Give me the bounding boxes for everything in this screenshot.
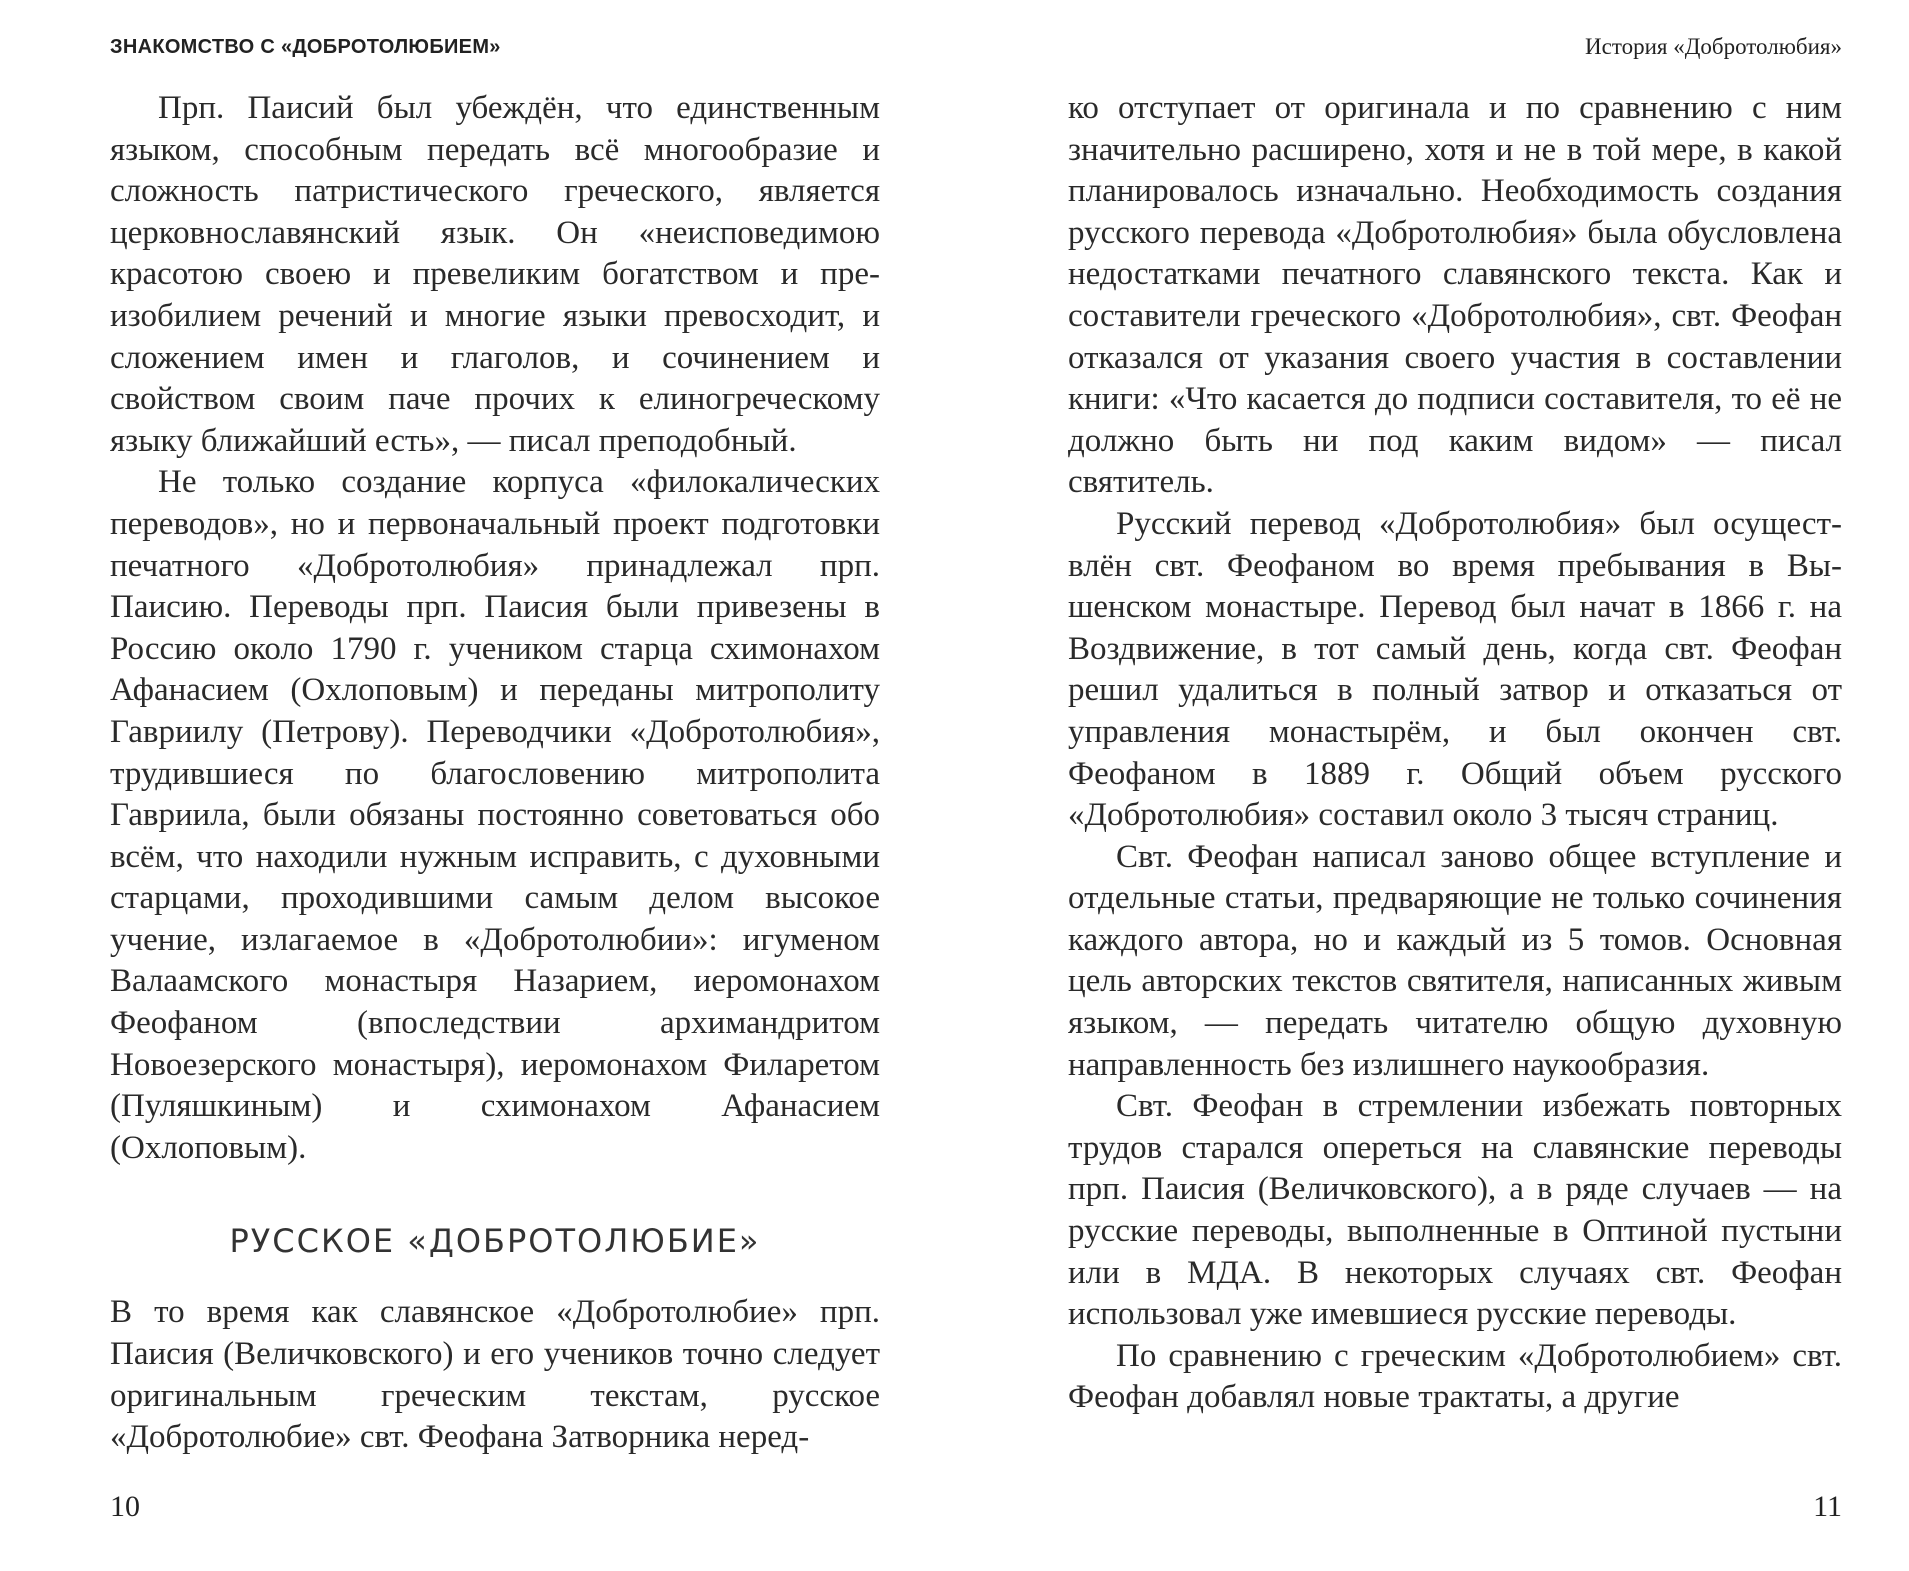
running-head-right: История «Добротолюбия» — [1585, 34, 1842, 59]
page-number-left: 10 — [110, 1490, 140, 1523]
paragraph: По сравнению с греческим «Добротолюбием» свт. Феофан добавлял новые трактаты, а другие — [1068, 1337, 1842, 1416]
paragraph: В то время как славянское «Добротолюбие» прп. Паисия (Величковского) и его учеников точно следует оригинальным греческим текстам, русское «Добротолюбие» свт. Феофана Затворника неред- — [110, 1294, 880, 1456]
paragraph: Прп. Паисий был убеждён, что единственным языком, способным передать всё многообразие и сложность патристического греческого, является церковнославянский язык. Он «неисповедимою красотою своею и превеликим богатством и преизобилием речений и многие языки превосходит, и сложением имен и глаголов, и сочинением и свойством своим паче прочих к елиногреческому языку ближайший есть», — писал преподобный. — [110, 90, 880, 459]
left-page — [0, 0, 954, 1571]
paragraph: ко отступает от оригинала и по сравнению с ним значительно расширено, хотя и не в той мере, в какой планировалось изначально. Необходимость создания русского перевода «Добротолюбия» была обусловлена недостатками печатного славянского текста. Как и составители греческого «Добротолюбия», свт. Феофан отказался от указания своего участия в составлении книги: «Что касается до подписи составителя, то её не должно быть ни под каким видом» — писал святитель. — [1068, 90, 1842, 501]
right-page-body — [1068, 88, 1842, 1419]
right-page — [954, 0, 1909, 1571]
paragraph: Не только создание корпуса «филокалических переводов», но и первоначальный проект подготовки печатного «Добротолюбия» принадлежал прп. Паисию. Переводы прп. Паисия были привезены в Россию около 1790 г. учеником старца схимонахом Афанасием (Охлоповым) и переданы митрополиту Гавриилу (Петрову). Переводчики «Добротолюбия», трудившиеся по благословению митрополита Гавриила, были обязаны постоянно советоваться обо всём, что находили нужным исправить, с духовными старцами, проходившими самым делом высокое учение, излагаемое в «Добротолюбии»: игуменом Валаамского монастыря Назарием, иеромонахом Феофаном (впоследствии архимандритом Новоезерского монастыря), иеромонахом Филаретом (Пуляшкиным) и схимонахом Афанасием (Охлоповым). — [110, 464, 880, 1166]
left-page-body — [110, 88, 880, 1459]
paragraph: Русский перевод «Добротолюбия» был осуществлён свт. Феофаном во время пребывания в Вышенском монастыре. Перевод был начат в 1866 г. на Воздвижение, в тот самый день, когда свт. Феофан решил удалиться в полный затвор и отказаться от управления монастырём, и был окончен свт. Феофаном в 1889 г. Общий объем русского «Добротолюбия» составил около 3 тысяч страниц. — [1068, 505, 1842, 834]
running-head-left: ЗНАКОМСТВО С «ДОБРОТОЛЮБИЕМ» — [110, 36, 501, 58]
paragraph: Свт. Феофан в стремлении избежать повторных трудов старался опереться на славянские переводы прп. Паисия (Величковского), а в ряде случаев — на русские переводы, выполненные в Оптиной пустыни или в МДА. В некоторых случаях свт. Феофан использовал уже имевшиеся русские переводы. — [1068, 1088, 1842, 1333]
paragraph: Свт. Феофан написал заново общее вступление и отдельные статьи, предваряющие не только сочинения каждого автора, но и каждый из 5 томов. Основная цель авторских текстов святителя, написанных живым языком, — передать читателю общую духовную направленность без излишнего наукообразия. — [1068, 838, 1842, 1083]
section-heading: РУССКОЕ «ДОБРОТОЛЮБИЕ» — [229, 1222, 761, 1261]
page-number-right: 11 — [1813, 1490, 1842, 1523]
